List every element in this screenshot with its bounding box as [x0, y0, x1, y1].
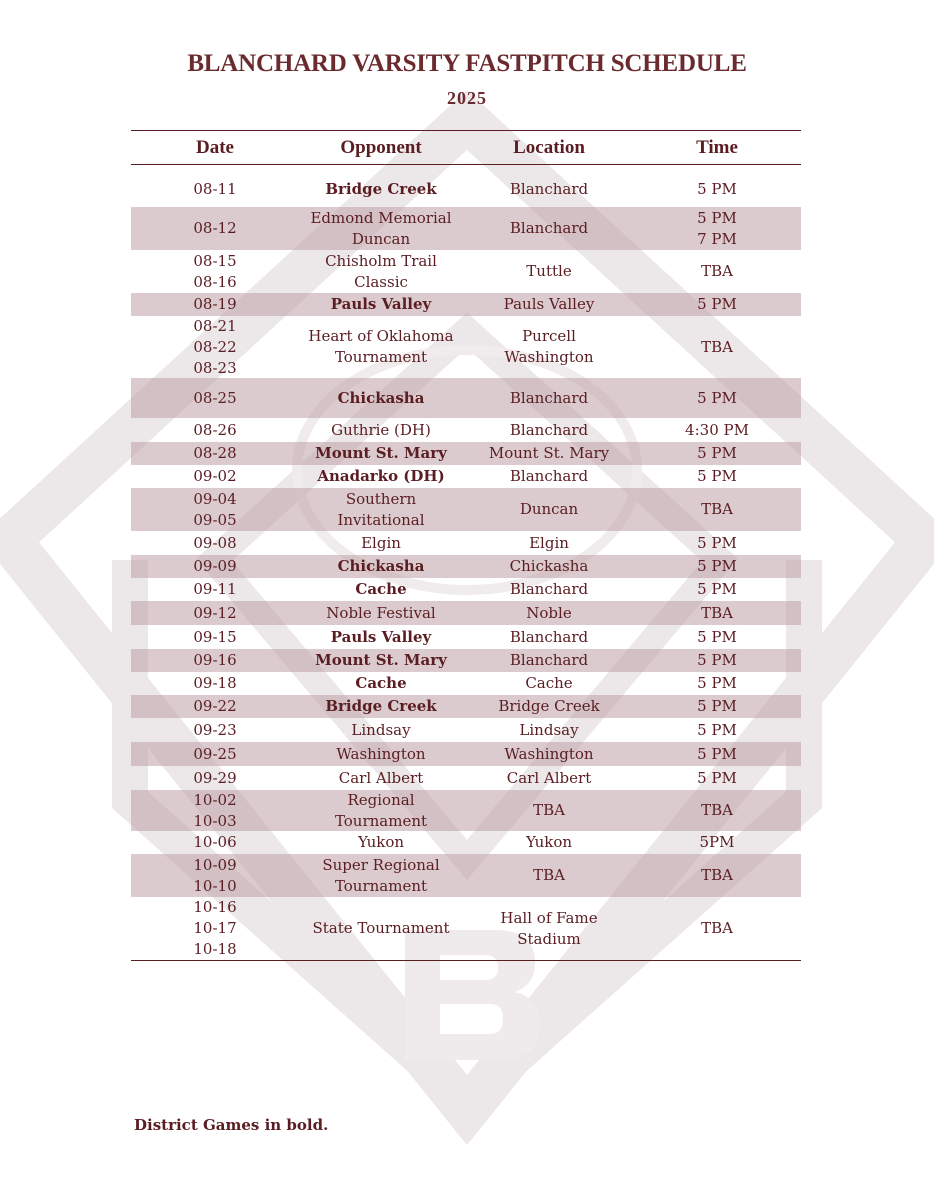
- location-cell: [474, 897, 624, 960]
- date-cell: [150, 766, 280, 790]
- table-row: [131, 790, 801, 831]
- location-cell-line: Blanchard: [509, 627, 589, 646]
- opponent-cell-line: Pauls Valley: [330, 627, 432, 646]
- time-cell-line: TBA: [701, 603, 733, 622]
- opponent-cell: [281, 488, 481, 531]
- time-cell-line: 5PM: [699, 833, 735, 851]
- date-cell-line: 09-02: [193, 467, 237, 485]
- table-row: [131, 250, 801, 293]
- location-cell: [474, 672, 624, 695]
- table-row: [131, 672, 801, 695]
- opponent-cell: [281, 790, 481, 831]
- opponent-cell-line: Lindsay: [351, 720, 411, 739]
- opponent-cell-line: Anadarko (DH): [317, 467, 445, 485]
- opponent-cell: [281, 695, 481, 718]
- opponent-cell-line: Southern: [345, 489, 417, 508]
- location-cell: [474, 171, 624, 207]
- location-cell: [474, 695, 624, 718]
- time-cell: [652, 207, 782, 250]
- opponent-cell: [281, 442, 481, 465]
- location-cell-line: Stadium: [517, 929, 581, 948]
- opponent-cell-line: Washington: [336, 744, 426, 763]
- time-cell-line: 5 PM: [697, 295, 737, 313]
- time-cell: [652, 672, 782, 695]
- location-cell-line: Yukon: [525, 833, 573, 851]
- opponent-cell-line: Carl Albert: [338, 768, 424, 787]
- table-row: [131, 766, 801, 790]
- time-cell-line: 5 PM: [697, 179, 737, 198]
- time-cell: [652, 578, 782, 601]
- date-cell-line: 09-15: [193, 627, 237, 646]
- time-cell-line: 5 PM: [697, 580, 737, 598]
- date-cell: [150, 695, 280, 718]
- opponent-cell: [281, 250, 481, 293]
- location-cell-line: Blanchard: [509, 420, 589, 439]
- table-row: [131, 695, 801, 718]
- date-cell-line: 09-18: [193, 674, 237, 692]
- opponent-cell-line: Invitational: [337, 510, 425, 529]
- date-cell: [150, 649, 280, 672]
- date-cell-line: 08-26: [193, 420, 237, 439]
- location-cell: [474, 625, 624, 649]
- location-cell-line: Hall of Fame: [500, 908, 598, 927]
- date-cell: [150, 531, 280, 555]
- time-cell: [652, 442, 782, 465]
- date-cell: [150, 378, 280, 418]
- location-cell-line: Elgin: [529, 533, 569, 552]
- time-cell: [652, 171, 782, 207]
- time-cell: [652, 790, 782, 831]
- time-cell: [652, 854, 782, 897]
- location-cell: [474, 293, 624, 316]
- opponent-cell: [281, 897, 481, 960]
- time-cell: [652, 766, 782, 790]
- location-cell-line: Blanchard: [509, 179, 589, 198]
- column-header-opponent: Opponent: [340, 137, 422, 158]
- date-cell-line: 09-08: [193, 533, 237, 552]
- opponent-cell-line: Tournament: [334, 811, 428, 830]
- date-cell-line: 08-28: [193, 444, 237, 462]
- date-cell-line: 09-25: [193, 744, 237, 763]
- date-cell-line: 10-18: [193, 940, 237, 958]
- location-cell: [474, 766, 624, 790]
- date-cell-line: 10-03: [193, 811, 237, 830]
- table-row: [131, 531, 801, 555]
- opponent-cell: [281, 766, 481, 790]
- location-cell-line: Blanchard: [509, 467, 589, 485]
- date-cell: [150, 672, 280, 695]
- opponent-cell-line: State Tournament: [312, 919, 450, 937]
- date-cell-line: 08-22: [193, 337, 237, 356]
- time-cell: [652, 831, 782, 854]
- date-cell-line: 08-23: [193, 358, 237, 377]
- opponent-cell-line: Regional: [347, 790, 415, 809]
- date-cell-line: 09-16: [193, 651, 237, 669]
- time-cell-line: TBA: [701, 337, 733, 356]
- opponent-cell-line: Tournament: [334, 348, 428, 366]
- column-header-date: Date: [196, 137, 234, 158]
- time-cell: [652, 718, 782, 742]
- date-cell-line: 10-06: [193, 833, 237, 851]
- table-row: [131, 465, 801, 488]
- opponent-cell: [281, 672, 481, 695]
- opponent-cell-line: Edmond Memorial: [310, 208, 452, 227]
- time-cell-line: 5 PM: [697, 720, 737, 739]
- location-cell: [474, 250, 624, 293]
- opponent-cell: [281, 418, 481, 442]
- table-row: [131, 378, 801, 418]
- date-cell-line: 09-12: [193, 603, 237, 622]
- time-cell-line: 5 PM: [697, 674, 737, 692]
- opponent-cell: [281, 742, 481, 766]
- opponent-cell-line: Chickasha: [337, 557, 425, 575]
- opponent-cell: [281, 207, 481, 250]
- date-cell-line: 08-16: [193, 272, 237, 291]
- opponent-cell: [281, 625, 481, 649]
- table-row: [131, 649, 801, 672]
- time-cell: [652, 649, 782, 672]
- location-cell: [474, 531, 624, 555]
- date-cell-line: 09-04: [193, 489, 237, 508]
- date-cell-line: 09-29: [193, 768, 237, 787]
- table-row: [131, 488, 801, 531]
- location-cell-line: Cache: [525, 674, 573, 692]
- time-cell-line: 5 PM: [697, 768, 737, 787]
- time-cell-line: 5 PM: [697, 467, 737, 485]
- location-cell: [474, 742, 624, 766]
- time-cell-line: 5 PM: [697, 651, 737, 669]
- location-cell-line: Carl Albert: [506, 768, 592, 787]
- location-cell-line: Pauls Valley: [503, 295, 595, 313]
- time-cell-line: TBA: [701, 866, 733, 884]
- time-cell-line: 7 PM: [697, 229, 737, 248]
- table-row: [131, 718, 801, 742]
- date-cell-line: 09-05: [193, 510, 237, 529]
- location-cell-line: Purcell: [522, 327, 576, 345]
- opponent-cell-line: Tournament: [334, 876, 428, 895]
- table-row: [131, 293, 801, 316]
- date-cell-line: 08-21: [193, 316, 237, 335]
- location-cell: [474, 488, 624, 531]
- time-cell-line: 5 PM: [697, 388, 737, 407]
- opponent-cell-line: Yukon: [357, 833, 405, 851]
- date-cell-line: 08-11: [193, 179, 237, 198]
- location-cell-line: Blanchard: [509, 651, 589, 669]
- location-cell-line: TBA: [533, 866, 565, 884]
- time-cell: [652, 695, 782, 718]
- opponent-cell: [281, 465, 481, 488]
- date-cell: [150, 601, 280, 625]
- date-cell: [150, 790, 280, 831]
- date-cell-line: 08-19: [193, 295, 237, 313]
- date-cell: [150, 578, 280, 601]
- schedule-year: 2025: [447, 88, 487, 108]
- location-cell: [474, 790, 624, 831]
- date-cell-line: 10-02: [193, 790, 237, 809]
- opponent-cell: [281, 378, 481, 418]
- date-cell-line: 08-25: [193, 388, 237, 407]
- location-cell-line: Washington: [504, 744, 594, 763]
- opponent-cell-line: Duncan: [351, 229, 411, 248]
- location-cell-line: Mount St. Mary: [488, 444, 610, 462]
- date-cell: [150, 442, 280, 465]
- time-cell-line: 5 PM: [697, 208, 737, 227]
- location-cell: [474, 601, 624, 625]
- opponent-cell: [281, 171, 481, 207]
- date-cell-line: 08-15: [193, 251, 237, 270]
- opponent-cell: [281, 649, 481, 672]
- date-cell-line: 10-09: [193, 855, 237, 874]
- time-cell-line: TBA: [701, 919, 733, 937]
- opponent-cell-line: Super Regional: [322, 855, 440, 874]
- date-cell-line: 10-16: [193, 898, 237, 916]
- opponent-cell: [281, 531, 481, 555]
- location-cell-line: Noble: [526, 603, 572, 622]
- opponent-cell-line: Pauls Valley: [330, 295, 432, 313]
- opponent-cell-line: Elgin: [361, 533, 401, 552]
- location-cell: [474, 649, 624, 672]
- time-cell-line: 5 PM: [697, 444, 737, 462]
- time-cell: [652, 625, 782, 649]
- time-cell-line: 5 PM: [697, 557, 737, 575]
- table-row: [131, 207, 801, 250]
- opponent-cell-line: Cache: [355, 674, 407, 692]
- date-cell: [150, 488, 280, 531]
- opponent-cell: [281, 601, 481, 625]
- date-cell-line: 10-10: [193, 876, 237, 895]
- time-cell: [652, 418, 782, 442]
- date-cell: [150, 418, 280, 442]
- time-cell-line: 5 PM: [697, 697, 737, 715]
- footnote: District Games in bold.: [134, 1116, 329, 1134]
- table-row: [131, 625, 801, 649]
- location-cell: [474, 555, 624, 578]
- schedule-table: [131, 130, 801, 961]
- opponent-cell-line: Noble Festival: [326, 603, 436, 622]
- date-cell: [150, 293, 280, 316]
- opponent-cell-line: Mount St. Mary: [315, 444, 447, 462]
- date-cell-line: 08-12: [193, 219, 237, 237]
- opponent-cell: [281, 831, 481, 854]
- column-header-location: Location: [513, 137, 585, 158]
- location-cell: [474, 418, 624, 442]
- date-cell: [150, 316, 280, 378]
- table-row: [131, 171, 801, 207]
- time-cell-line: TBA: [701, 262, 733, 280]
- opponent-cell: [281, 316, 481, 378]
- opponent-cell: [281, 578, 481, 601]
- date-cell: [150, 831, 280, 854]
- table-row: [131, 555, 801, 578]
- date-cell: [150, 718, 280, 742]
- time-cell: [652, 316, 782, 378]
- location-cell-line: TBA: [533, 801, 565, 819]
- table-row: [131, 578, 801, 601]
- location-cell-line: Duncan: [519, 500, 579, 518]
- location-cell: [474, 465, 624, 488]
- table-row: [131, 854, 801, 897]
- date-cell: [150, 897, 280, 960]
- date-cell: [150, 207, 280, 250]
- opponent-cell-line: Heart of Oklahoma: [308, 327, 454, 345]
- opponent-cell-line: Chisholm Trail: [325, 251, 437, 270]
- location-cell-line: Washington: [504, 348, 594, 366]
- date-cell: [150, 555, 280, 578]
- time-cell: [652, 897, 782, 960]
- time-cell: [652, 601, 782, 625]
- date-cell-line: 09-23: [193, 720, 237, 739]
- opponent-cell-line: Mount St. Mary: [315, 651, 447, 669]
- location-cell-line: Blanchard: [509, 580, 589, 598]
- opponent-cell-line: Cache: [355, 580, 407, 598]
- column-header-time: Time: [696, 137, 738, 158]
- opponent-cell-line: Classic: [354, 272, 408, 291]
- time-cell-line: 5 PM: [697, 744, 737, 763]
- table-row: [131, 418, 801, 442]
- date-cell: [150, 625, 280, 649]
- table-row: [131, 601, 801, 625]
- time-cell: [652, 293, 782, 316]
- table-row: [131, 742, 801, 766]
- opponent-cell-line: Bridge Creek: [325, 697, 437, 715]
- location-cell: [474, 442, 624, 465]
- table-row: [131, 897, 801, 960]
- opponent-cell-line: Chickasha: [337, 388, 425, 407]
- table-row: [131, 316, 801, 378]
- location-cell: [474, 854, 624, 897]
- table-row: [131, 831, 801, 854]
- location-cell-line: Bridge Creek: [498, 697, 600, 715]
- time-cell: [652, 555, 782, 578]
- location-cell-line: Tuttle: [526, 262, 572, 280]
- opponent-cell: [281, 718, 481, 742]
- time-cell-line: 5 PM: [697, 627, 737, 646]
- date-cell: [150, 742, 280, 766]
- opponent-cell: [281, 293, 481, 316]
- date-cell-line: 09-09: [193, 557, 237, 575]
- time-cell: [652, 488, 782, 531]
- page-title: BLANCHARD VARSITY FASTPITCH SCHEDULE: [187, 50, 747, 77]
- date-cell-line: 09-11: [193, 580, 237, 598]
- location-cell: [474, 316, 624, 378]
- time-cell: [652, 465, 782, 488]
- time-cell-line: TBA: [701, 500, 733, 518]
- table-body: [131, 171, 801, 960]
- table-header: [131, 131, 801, 165]
- date-cell: [150, 171, 280, 207]
- location-cell-line: Lindsay: [519, 720, 579, 739]
- location-cell: [474, 718, 624, 742]
- opponent-cell-line: Guthrie (DH): [331, 420, 431, 439]
- location-cell: [474, 578, 624, 601]
- opponent-cell: [281, 555, 481, 578]
- date-cell-line: 10-17: [193, 919, 237, 937]
- date-cell: [150, 854, 280, 897]
- date-cell: [150, 250, 280, 293]
- location-cell-line: Chickasha: [509, 557, 589, 575]
- time-cell-line: 5 PM: [697, 533, 737, 552]
- time-cell: [652, 378, 782, 418]
- time-cell-line: TBA: [701, 801, 733, 819]
- time-cell: [652, 531, 782, 555]
- location-cell: [474, 378, 624, 418]
- opponent-cell-line: Bridge Creek: [325, 179, 437, 198]
- time-cell: [652, 250, 782, 293]
- location-cell-line: Blanchard: [509, 219, 589, 237]
- location-cell: [474, 207, 624, 250]
- opponent-cell: [281, 854, 481, 897]
- table-row: [131, 442, 801, 465]
- time-cell: [652, 742, 782, 766]
- location-cell: [474, 831, 624, 854]
- location-cell-line: Blanchard: [509, 388, 589, 407]
- date-cell: [150, 465, 280, 488]
- time-cell-line: 4:30 PM: [685, 420, 749, 439]
- date-cell-line: 09-22: [193, 697, 237, 715]
